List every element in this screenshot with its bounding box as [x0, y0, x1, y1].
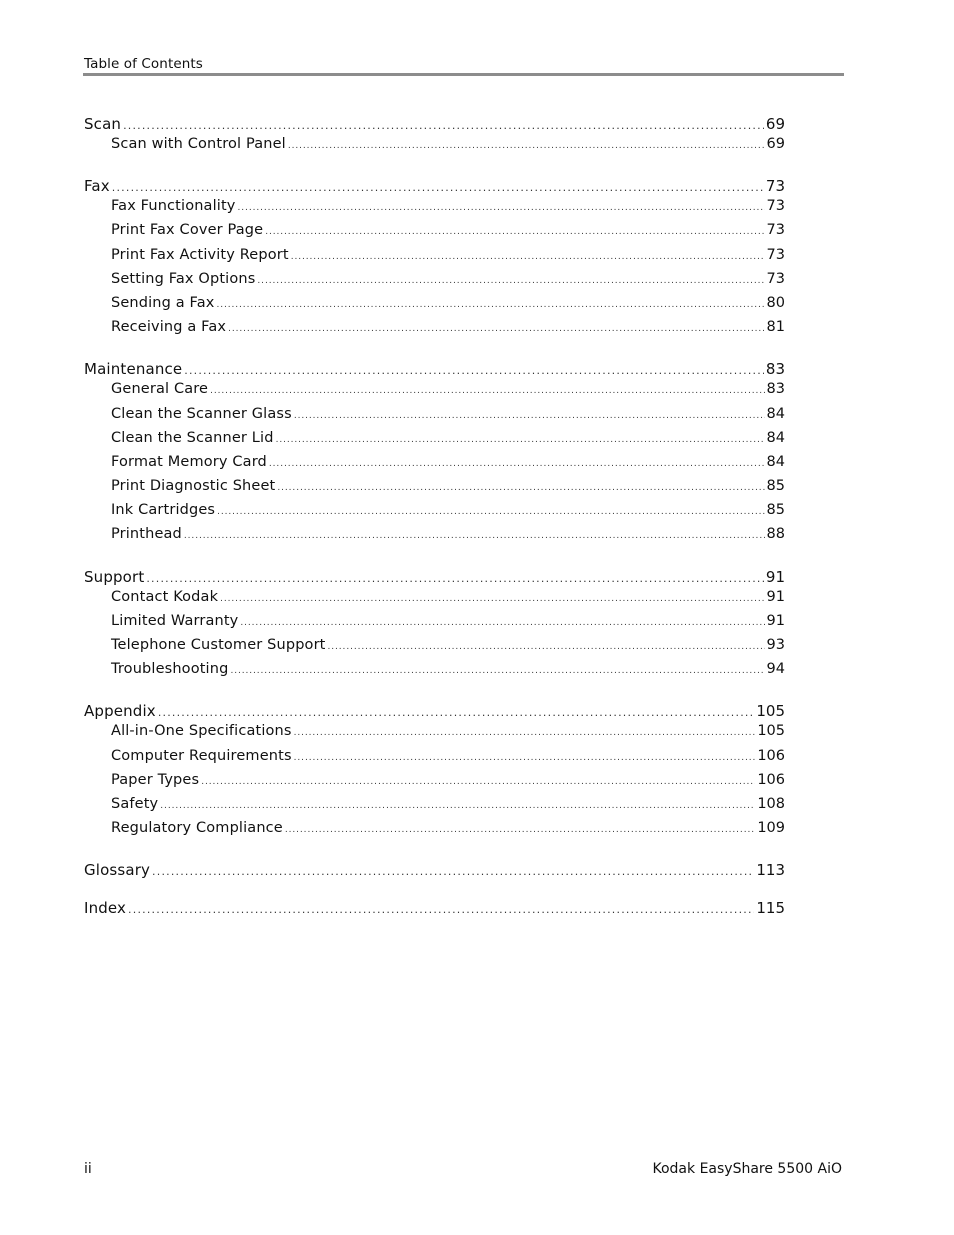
toc-entry-title: Index [84, 899, 127, 918]
product-name: Kodak EasyShare 5500 AiO [652, 1161, 842, 1177]
toc-dot-leader [184, 360, 764, 382]
toc-dot-leader [217, 503, 764, 522]
toc-section [84, 175, 785, 342]
toc-entry-page: 106 [757, 771, 785, 788]
toc-section-entry[interactable] [84, 175, 785, 197]
header-rule [83, 73, 844, 76]
toc-section-entry[interactable] [84, 566, 785, 588]
toc-section-entry[interactable] [84, 897, 785, 919]
toc-entry-title: Telephone Customer Support [111, 637, 326, 653]
toc-entry-page: 73 [765, 177, 785, 196]
toc-subsection-entry[interactable] [84, 771, 785, 795]
toc-dot-leader [291, 248, 765, 267]
toc-entry-page: 73 [766, 198, 785, 215]
toc-entry-page: 105 [757, 723, 785, 740]
toc-dot-leader [123, 115, 764, 137]
toc-dot-leader [210, 382, 764, 401]
toc-dot-leader [201, 773, 755, 792]
toc-entry-title: Fax [84, 177, 110, 196]
toc-entry-page: 91 [766, 612, 785, 629]
toc-section-entry[interactable] [84, 358, 785, 380]
toc-subsection-entry[interactable] [84, 477, 785, 501]
toc-subsection-entry[interactable] [84, 819, 785, 843]
toc-subsection-entry[interactable] [84, 318, 785, 342]
toc-entry-page: 69 [766, 136, 785, 152]
toc-section [84, 358, 785, 549]
toc-subsection-entry[interactable] [84, 405, 785, 429]
toc-entry-title: Troubleshooting [111, 661, 229, 678]
page-number: ii [84, 1161, 92, 1177]
toc-subsection-entry[interactable] [84, 525, 785, 549]
toc-entry-title: Setting Fax Options [111, 270, 256, 287]
toc-section [84, 859, 785, 881]
toc-dot-leader [269, 455, 765, 474]
toc-entry-page: 80 [766, 294, 785, 311]
toc-entry-title: Receiving a Fax [111, 319, 227, 336]
toc-section [84, 700, 785, 843]
toc-entry-page: 73 [766, 270, 785, 287]
toc-section [84, 566, 785, 685]
toc-dot-leader [184, 527, 765, 546]
toc-entry-title: Scan [84, 115, 122, 133]
toc-entry-title: Support [84, 567, 145, 586]
toc-section-entry[interactable] [84, 113, 785, 135]
toc-dot-leader [228, 320, 764, 339]
toc-entry-title: Print Fax Cover Page [111, 222, 264, 239]
toc-entry-page: 83 [765, 360, 785, 379]
toc-subsection-entry[interactable] [84, 246, 785, 270]
toc-entry-title: Scan with Control Panel [111, 136, 286, 152]
toc-entry-title: Fax Functionality [111, 198, 236, 215]
toc-entry-page: 108 [757, 795, 785, 812]
toc-dot-leader [294, 407, 765, 426]
toc-entry-page: 115 [756, 899, 785, 918]
toc-entry-page: 81 [766, 319, 785, 336]
toc-entry-page: 93 [766, 637, 785, 653]
toc-entry-page: 91 [766, 588, 785, 605]
toc-entry-title: Printhead [111, 526, 182, 543]
toc-entry-page: 83 [766, 381, 785, 398]
toc-entry-title: Appendix [84, 702, 156, 721]
toc-entry-title: Computer Requirements [111, 747, 292, 764]
toc-entry-page: 73 [766, 246, 785, 263]
toc-entry-title: All-in-One Specifications [111, 723, 292, 740]
toc-dot-leader [230, 662, 764, 681]
toc-entry-title: Format Memory Card [111, 453, 267, 470]
toc-entry-page: 88 [766, 526, 785, 543]
toc-dot-leader [277, 479, 764, 498]
toc-dot-leader [288, 137, 765, 156]
toc-subsection-entry[interactable] [84, 501, 785, 525]
toc-dot-leader [128, 899, 754, 921]
toc-entry-title: Sending a Fax [111, 294, 215, 311]
toc-dot-leader [285, 821, 755, 840]
toc-entry-page: 85 [766, 502, 785, 519]
toc-section-entry[interactable] [84, 700, 785, 722]
toc-dot-leader [294, 749, 756, 768]
toc-entry-title: Limited Warranty [111, 612, 239, 629]
toc-subsection-entry[interactable] [84, 429, 785, 453]
toc-entry-title: Paper Types [111, 771, 200, 788]
toc-subsection-entry[interactable] [84, 135, 785, 159]
toc-dot-leader [294, 724, 756, 743]
toc-entry-title: Safety [111, 795, 159, 812]
toc-entry-page: 84 [766, 429, 785, 446]
table-of-contents [84, 113, 785, 935]
toc-entry-page: 113 [756, 861, 785, 880]
toc-subsection-entry[interactable] [84, 270, 785, 294]
toc-subsection-entry[interactable] [84, 294, 785, 318]
toc-entry-title: Print Diagnostic Sheet [111, 478, 276, 495]
toc-entry-page: 69 [765, 115, 785, 133]
toc-dot-leader [152, 861, 754, 883]
toc-subsection-entry[interactable] [84, 636, 785, 660]
toc-entry-title: General Care [111, 381, 209, 398]
toc-dot-leader [276, 431, 765, 450]
toc-section [84, 897, 785, 919]
toc-dot-leader [240, 614, 764, 633]
toc-dot-leader [146, 568, 764, 590]
toc-subsection-entry[interactable] [84, 380, 785, 404]
toc-dot-leader [220, 590, 764, 609]
toc-entry-title: Maintenance [84, 360, 183, 379]
toc-entry-page: 109 [757, 820, 785, 837]
toc-subsection-entry[interactable] [84, 453, 785, 477]
toc-dot-leader [328, 638, 765, 657]
toc-entry-title: Clean the Scanner Glass [111, 405, 292, 422]
toc-entry-page: 106 [757, 747, 785, 764]
toc-dot-leader [257, 272, 764, 291]
toc-entry-page: 105 [756, 702, 785, 721]
toc-subsection-entry[interactable] [84, 660, 785, 684]
toc-subsection-entry[interactable] [84, 221, 785, 245]
toc-entry-title: Print Fax Activity Report [111, 246, 289, 263]
toc-section [84, 113, 785, 159]
toc-entry-title: Regulatory Compliance [111, 820, 283, 837]
toc-dot-leader [158, 702, 755, 724]
toc-entry-page: 94 [766, 661, 785, 678]
toc-subsection-entry[interactable] [84, 197, 785, 221]
toc-dot-leader [216, 296, 764, 315]
toc-subsection-entry[interactable] [84, 588, 785, 612]
toc-dot-leader [238, 199, 765, 218]
toc-entry-page: 84 [766, 405, 785, 422]
toc-subsection-entry[interactable] [84, 795, 785, 819]
toc-dot-leader [112, 177, 764, 199]
running-header: Table of Contents [84, 56, 203, 72]
toc-subsection-entry[interactable] [84, 722, 785, 746]
toc-entry-page: 73 [766, 222, 785, 239]
toc-dot-leader [265, 223, 764, 242]
toc-entry-title: Clean the Scanner Lid [111, 429, 274, 446]
toc-entry-page: 85 [766, 478, 785, 495]
toc-dot-leader [160, 797, 755, 816]
toc-subsection-entry[interactable] [84, 612, 785, 636]
toc-entry-title: Ink Cartridges [111, 502, 216, 519]
toc-entry-title: Glossary [84, 861, 151, 880]
toc-entry-page: 84 [766, 453, 785, 470]
toc-entry-page: 91 [765, 567, 785, 586]
toc-entry-title: Contact Kodak [111, 588, 219, 605]
toc-subsection-entry[interactable] [84, 747, 785, 771]
toc-section-entry[interactable] [84, 859, 785, 881]
